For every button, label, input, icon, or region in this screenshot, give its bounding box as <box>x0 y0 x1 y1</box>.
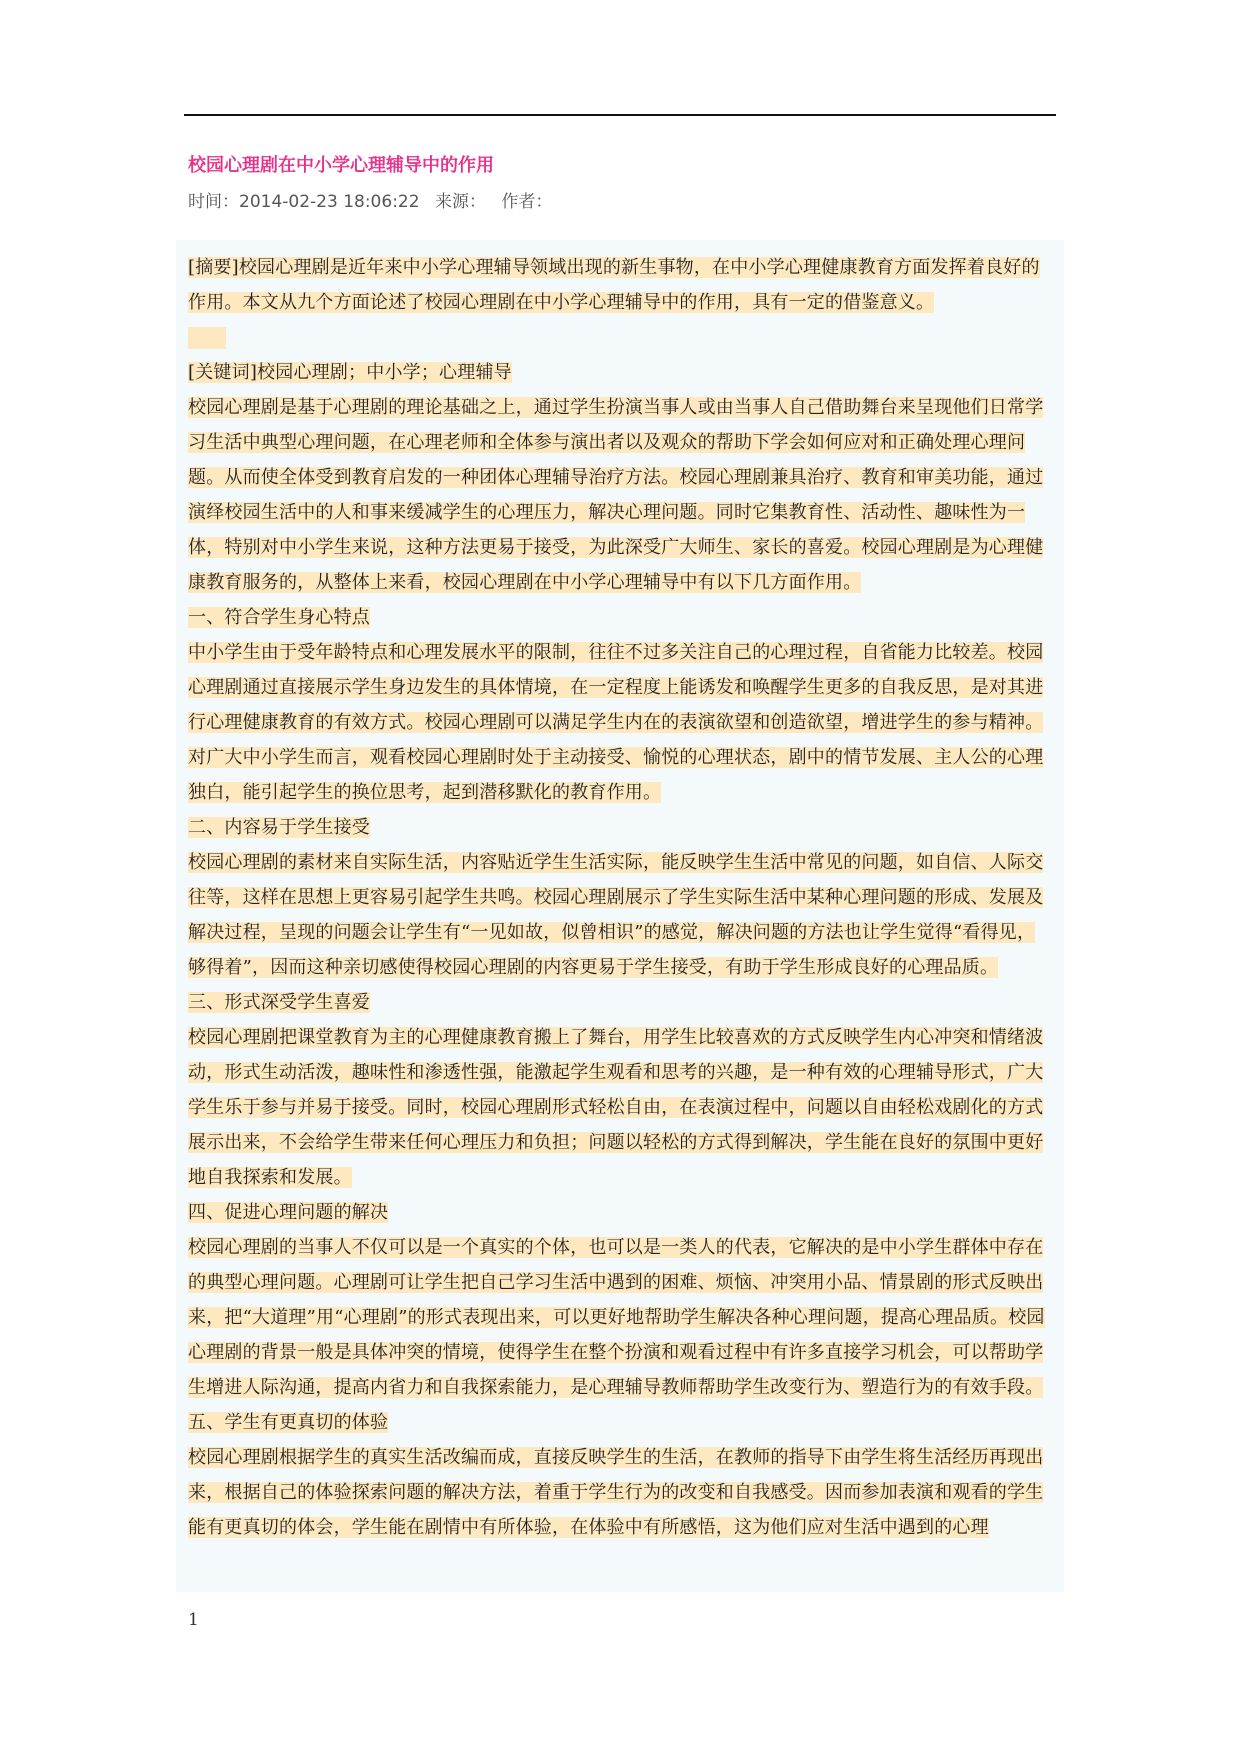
blank-line <box>188 320 1050 355</box>
intro-paragraph: 校园心理剧是基于心理剧的理论基础之上，通过学生扮演当事人或由当事人自己借助舞台来呈现他们日常学习生活中典型心理问题，在心理老师和全体参与演出者以及观众的帮助下学会如何应对和正确处理心理问题。从而使全体受到教育启发的一种团体心理辅导治疗方法。校园心理剧兼具治疗、教育和审美功能，通过演绎校园生活中的人和事来缓减学生的心理压力，解决心理问题。同时它集教育性、活动性、趣味性为一体，特别对中小学生来说，这种方法更易于接受，为此深受广大师生、家长的喜爱。校园心理剧是为心理健康教育服务的，从整体上来看，校园心理剧在中小学心理辅导中有以下几方面作用。 <box>188 397 1044 593</box>
article-meta <box>188 190 562 214</box>
section-paragraph: 中小学生由于受年龄特点和心理发展水平的限制，往往不过多关注自己的心理过程，自省能力比较差。校园心理剧通过直接展示学生身边发生的具体情境，在一定程度上能诱发和唤醒学生更多的自我反思，是对其进行心理健康教育的有效方式。校园心理剧可以满足学生内在的表演欲望和创造欲望，增进学生的参与精神。对广大中小学生而言，观看校园心理剧时处于主动接受、愉悦的心理状态，剧中的情节发展、主人公的心理独白，能引起学生的换位思考，起到潜移默化的教育作用。 <box>188 642 1044 803</box>
section-paragraph: 校园心理剧的当事人不仅可以是一个真实的个体，也可以是一类人的代表，它解决的是中小学生群体中存在的典型心理问题。心理剧可让学生把自己学习生活中遇到的困难、烦恼、冲突用小品、情景剧的形式反映出来，把“大道理”用“心理剧”的形式表现出来，可以更好地帮助学生解决各种心理问题，提高心理品质。校园心理剧的背景一般是具体冲突的情境，使得学生在整个扮演和观看过程中有许多直接学习机会，可以帮助学生增进人际沟通，提高内省力和自我探索能力，是心理辅导教师帮助学生改变行为、塑造行为的有效手段。 <box>188 1237 1045 1398</box>
page-number: 1 <box>188 1610 199 1630</box>
section-paragraph: 校园心理剧把课堂教育为主的心理健康教育搬上了舞台，用学生比较喜欢的方式反映学生内心冲突和情绪波动，形式生动活泼，趣味性和渗透性强，能激起学生观看和思考的兴趣，是一种有效的心理辅导形式，广大学生乐于参与并易于接受。同时，校园心理剧形式轻松自由，在表演过程中，问题以自由轻松戏剧化的方式展示出来，不会给学生带来任何心理压力和负担；问题以轻松的方式得到解决，学生能在良好的氛围中更好地自我探索和发展。 <box>188 1027 1044 1188</box>
section-heading: 二、内容易于学生接受 <box>188 817 370 838</box>
header-divider <box>184 114 1056 116</box>
section-heading: 四、促进心理问题的解决 <box>188 1202 389 1223</box>
article-title: 校园心理剧在中小学心理辅导中的作用 <box>188 155 494 176</box>
section-heading: 一、符合学生身心特点 <box>188 607 370 628</box>
abstract: [摘要]校园心理剧是近年来中小学心理辅导领域出现的新生事物，在中小学心理健康教育方面发挥着良好的作用。本文从九个方面论述了校园心理剧在中小学心理辅导中的作用，具有一定的借鉴意义。 <box>188 257 1040 313</box>
section-heading: 五、学生有更真切的体验 <box>188 1412 389 1433</box>
article-body <box>176 240 1064 1592</box>
section-paragraph: 校园心理剧的素材来自实际生活，内容贴近学生生活实际，能反映学生生活中常见的问题，如自信、人际交往等，这样在思想上更容易引起学生共鸣。校园心理剧展示了学生实际生活中某种心理问题的形成、发展及解决过程，呈现的问题会让学生有“一见如故，似曾相识”的感觉，解决问题的方法也让学生觉得“看得见，够得着”，因而这种亲切感使得校园心理剧的内容更易于学生接受，有助于学生形成良好的心理品质。 <box>188 852 1044 978</box>
section-paragraph: 校园心理剧根据学生的真实生活改编而成，直接反映学生的生活，在教师的指导下由学生将生活经历再现出来，根据自己的体验探索问题的解决方法，着重于学生行为的改变和自我感受。因而参加表演和观看的学生能有更真切的体会，学生能在剧情中有所体验，在体验中有所感悟，这为他们应对生活中遇到的心理 <box>188 1447 1044 1538</box>
keywords: [关键词]校园心理剧；中小学；心理辅导 <box>188 362 512 383</box>
section-heading: 三、形式深受学生喜爱 <box>188 992 370 1013</box>
time-label: 时间：2014-02-23 18:06:22 <box>188 192 420 212</box>
source-label: 来源： <box>434 192 486 212</box>
author-label: 作者： <box>501 192 553 212</box>
